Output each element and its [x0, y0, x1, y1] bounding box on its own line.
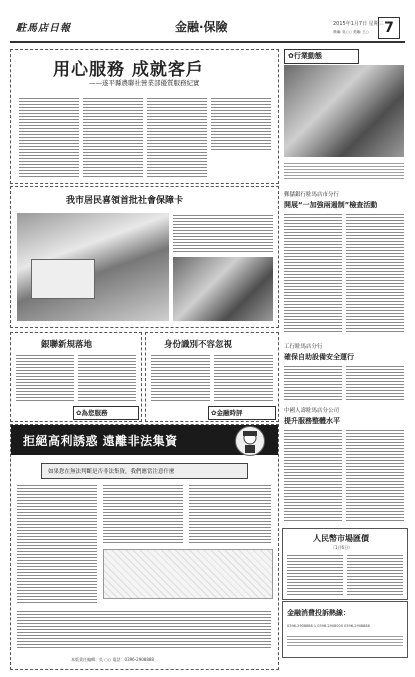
- complaint-hotline: [282, 601, 408, 658]
- anti-fraud-cartoon: [103, 549, 273, 599]
- editor-line: 責編: 吳○○ 美編: 王○: [333, 30, 369, 34]
- rmb-rates-title: 人民幣市場匯價: [313, 534, 369, 543]
- icbc-story: [282, 340, 406, 402]
- masthead-rule: [10, 41, 405, 43]
- icbc-kicker: 工行駐馬店分行: [284, 344, 323, 350]
- postal-bank-kicker: 郵儲銀行駐馬店市分行: [284, 192, 340, 198]
- complaint-extra: [287, 634, 403, 648]
- industry-news: [282, 49, 406, 182]
- postal-bank-body-1: [284, 212, 342, 334]
- bank-news-body-2: [78, 353, 136, 403]
- china-life-body-1: [284, 428, 342, 522]
- postal-bank-body-2: [346, 212, 404, 334]
- masthead: [0, 0, 415, 44]
- china-life-kicker: 中國人壽駐馬店分公司: [284, 408, 340, 414]
- flower-icon: ✿: [211, 409, 217, 417]
- bank-news-title: 銀聯新規落地: [41, 340, 93, 350]
- icbc-title: 確保自助設備安全運行: [284, 353, 354, 361]
- anti-fraud-body-2: [103, 483, 183, 543]
- lead-body-col-2: [83, 96, 143, 178]
- footer-note: 本版責任編輯：吳 ○○ 電話：0396-2908888: [71, 657, 154, 662]
- security-card-photo-2: [173, 257, 273, 321]
- industry-news-caption: [284, 161, 404, 179]
- postal-bank-title: 開展“一加強兩遏制”檢查活動: [284, 201, 378, 209]
- anti-fraud-body-3: [189, 483, 271, 543]
- rmb-rates: [282, 528, 408, 600]
- page-number: 7: [378, 17, 400, 39]
- section-title: 金融·保險: [175, 20, 228, 34]
- paper-name: 駐馬店日報: [16, 23, 71, 34]
- lead-title: 用心服務 成就客戶: [53, 60, 204, 80]
- flower-icon: ✿: [76, 409, 82, 417]
- anti-fraud-subtitle: 如果您在無法判斷是否非法集資，我們應當注意什麼: [48, 469, 175, 475]
- anti-fraud-body-1: [17, 483, 97, 603]
- bank-news-body-1: [16, 353, 74, 403]
- china-life-story: [282, 404, 406, 524]
- anti-fraud-body-4: [17, 609, 271, 649]
- rmb-rates-table-left: [287, 553, 343, 595]
- bank-news-story: [10, 332, 142, 422]
- security-card-title: 我市居民喜領首批社會保障卡: [66, 196, 184, 206]
- identity-body-1: [151, 353, 210, 403]
- security-card-image: [31, 259, 95, 299]
- issue-date: 2015年1月7日 星期三: [333, 21, 384, 27]
- finance-commentary-badge: ✿金融時評: [208, 406, 276, 420]
- postal-bank-story: [282, 186, 406, 336]
- identity-story: [145, 332, 279, 422]
- china-life-title: 提升服務整體水平: [284, 417, 340, 425]
- china-life-body-2: [346, 428, 404, 522]
- complaint-numbers: 0396-2908888 1 0396-2908000 0396-2908888: [287, 624, 370, 628]
- security-card-body: [173, 213, 273, 253]
- complaint-title: 金融消費投訴熱線：: [287, 609, 350, 617]
- industry-news-label: ✿行業動態: [284, 49, 359, 64]
- lead-body-col-4: [211, 96, 271, 151]
- lead-story: [10, 49, 279, 184]
- lead-body-col-3: [147, 96, 207, 178]
- flower-icon: ✿: [288, 52, 294, 60]
- anti-fraud-feature: [10, 424, 279, 670]
- icbc-body-2: [346, 364, 404, 400]
- police-icon: [235, 426, 265, 456]
- for-you-badge: ✿為您服務: [73, 406, 139, 420]
- identity-title: 身份識別不容忽視: [164, 340, 233, 350]
- anti-fraud-subtitle-box: [41, 463, 248, 479]
- security-card-story: [10, 186, 279, 328]
- icbc-body-1: [284, 364, 342, 400]
- rmb-rates-date: （1月6日）: [331, 545, 353, 550]
- identity-body-2: [214, 353, 273, 403]
- lead-body-col-1: [19, 96, 79, 178]
- industry-news-photo: [284, 65, 404, 157]
- rmb-rates-table-right: [347, 553, 403, 595]
- lead-subtitle: ——遂平縣農聯社營業部優質服務紀實: [89, 79, 200, 87]
- anti-fraud-title: 拒絕高利誘惑 遠離非法集資: [23, 434, 178, 448]
